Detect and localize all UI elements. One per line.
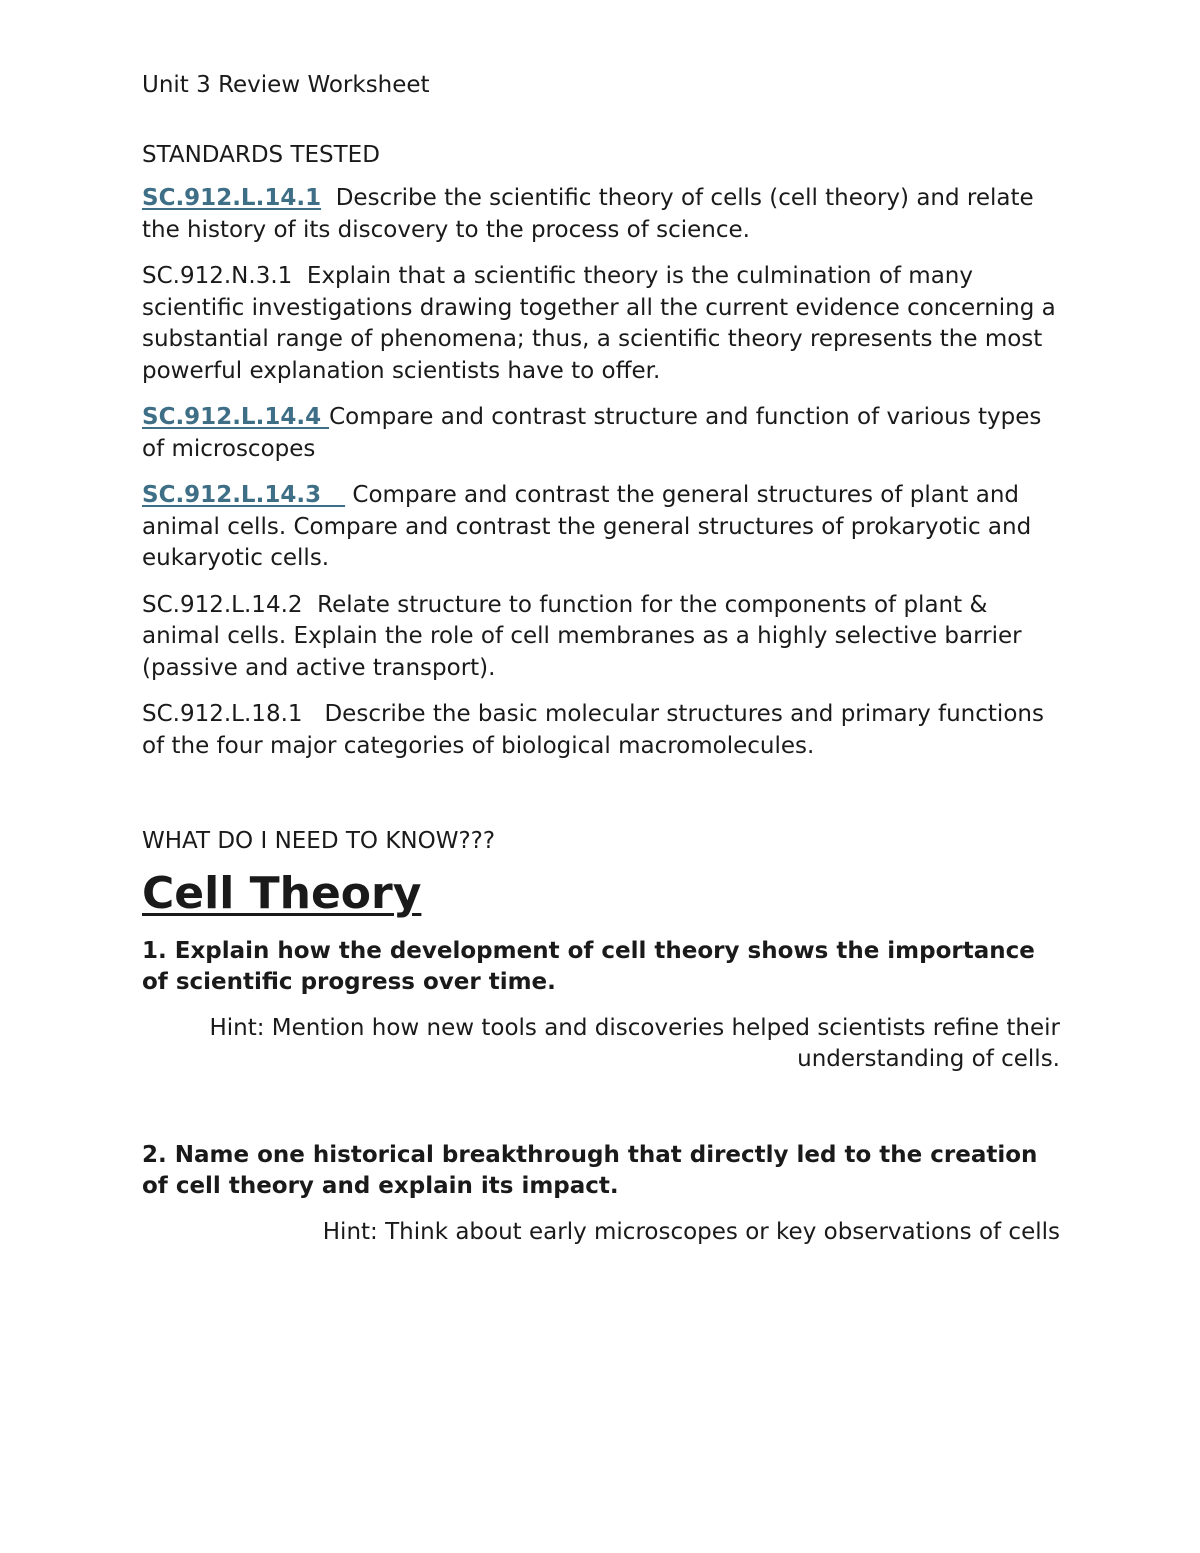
standard-description: Compare and contrast the general structures of plant and animal cells. Compare and contrast the general structures of prokaryotic and eukaryotic cells. [142,482,1032,571]
standard-description: Describe the scientific theory of cells (cell theory) and relate the history of its discovery to the process of science. [142,185,1034,243]
standard-gap [303,701,325,727]
standard-item [142,590,1060,685]
standard-code: SC.912.N.3.1 [142,263,293,289]
standard-description: Explain that a scientific theory is the culmination of many scientific investigations drawing together all the current evidence concerning a substantial range of phenomena; thus, a scientific theory represents the most powerful explanation scientists have to offer. [142,263,1056,384]
standard-item [142,183,1060,246]
standard-description: Describe the basic molecular structures and primary functions of the four major categories of biological macromolecules. [142,701,1044,759]
standard-description: Relate structure to function for the components of plant & animal cells. Explain the role of cell membranes as a highly selective barrier (passive and active transport). [142,591,1022,681]
standard-code-link[interactable]: SC.912.L.14.1 [142,185,322,211]
standard-item [142,261,1060,387]
standard-description: Compare and contrast structure and function of various types of microscopes [142,404,1042,462]
question-1-hint: Hint: Mention how new tools and discoveries helped scientists refine their understanding of cells. [209,1014,1060,1072]
standard-code: SC.912.L.18.1 [142,701,303,727]
worksheet-page [142,70,1060,1248]
worksheet-title: Unit 3 Review Worksheet [142,72,430,98]
standard-code: SC.912.L.14.2 [142,591,303,618]
standard-code-link[interactable]: SC.912.L.14.4 [142,404,330,430]
standard-item [142,402,1060,465]
section-heading-cell-theory: Cell Theory [142,867,422,919]
standard-item [142,480,1060,575]
standard-gap [303,592,318,618]
what-do-i-need-to-know-label: WHAT DO I NEED TO KNOW??? [142,828,496,854]
question-2: 2. Name one historical breakthrough that directly led to the creation of cell theory and explain its impact. [142,1141,1038,1199]
standard-item [142,699,1060,762]
standard-code-link[interactable]: SC.912.L.14.3 [142,482,346,508]
standard-gap [321,185,336,211]
question-1: 1. Explain how the development of cell theory shows the importance of scientific progress over time. [142,937,1035,995]
standards-tested-label: STANDARDS TESTED [142,141,380,168]
standard-gap [292,263,307,289]
question-2-hint: Hint: Think about early microscopes or key observations of cells [322,1218,1060,1245]
